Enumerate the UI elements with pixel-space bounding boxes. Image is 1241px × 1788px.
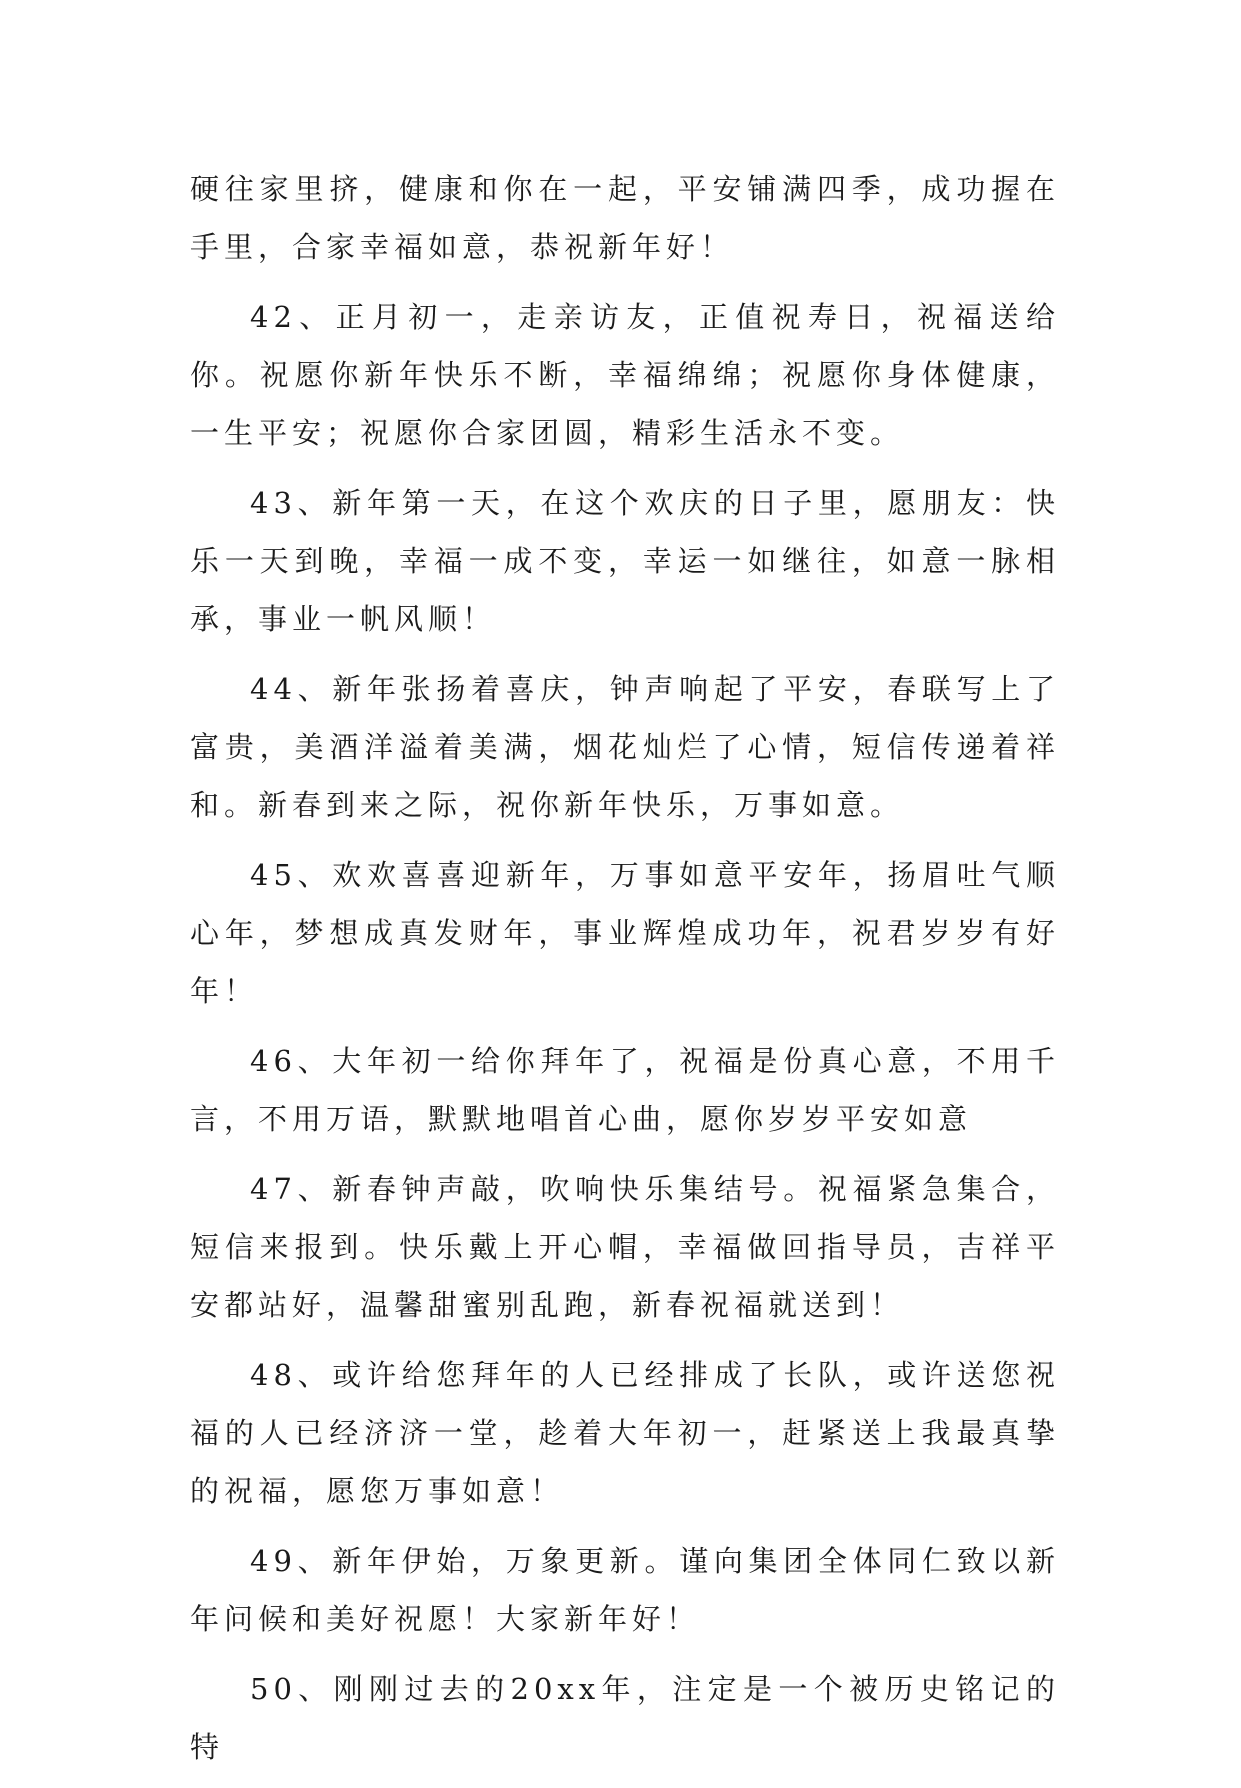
paragraph-46: 46、大年初一给你拜年了，祝福是份真心意，不用千言，不用万语，默默地唱首心曲，愿你岁岁平安如意 [190,1044,1060,1136]
paragraph-47: 47、新春钟声敲，吹响快乐集结号。祝福紧急集合，短信来报到。快乐戴上开心帽，幸福做回指导员，吉祥平安都站好，温馨甜蜜别乱跑，新春祝福就送到！ [190,1172,1060,1322]
paragraph-44: 44、新年张扬着喜庆，钟声响起了平安，春联写上了富贵，美酒洋溢着美满，烟花灿烂了心情，短信传递着祥和。新春到来之际，祝你新年快乐，万事如意。 [190,672,1060,822]
paragraph-49: 49、新年伊始，万象更新。谨向集团全体同仁致以新年问候和美好祝愿！大家新年好！ [190,1544,1060,1636]
paragraph-42: 42、正月初一，走亲访友，正值祝寿日，祝福送给你。祝愿你新年快乐不断，幸福绵绵；祝愿你身体健康，一生平安；祝愿你合家团圆，精彩生活永不变。 [190,300,1060,450]
paragraph-41-continued: 硬往家里挤，健康和你在一起，平安铺满四季，成功握在手里，合家幸福如意，恭祝新年好！ [190,172,1060,264]
paragraph-45: 45、欢欢喜喜迎新年，万事如意平安年，扬眉吐气顺心年，梦想成真发财年，事业辉煌成功年，祝君岁岁有好年！ [190,858,1060,1008]
paragraph-50: 50、刚刚过去的20xx年，注定是一个被历史铭记的特 [190,1672,1060,1764]
paragraph-48: 48、或许给您拜年的人已经排成了长队，或许送您祝福的人已经济济一堂，趁着大年初一，赶紧送上我最真挚的祝福，愿您万事如意！ [190,1358,1060,1508]
paragraph-43: 43、新年第一天，在这个欢庆的日子里，愿朋友：快乐一天到晚，幸福一成不变，幸运一如继往，如意一脉相承，事业一帆风顺！ [190,486,1060,636]
body-text [190,160,1060,1788]
